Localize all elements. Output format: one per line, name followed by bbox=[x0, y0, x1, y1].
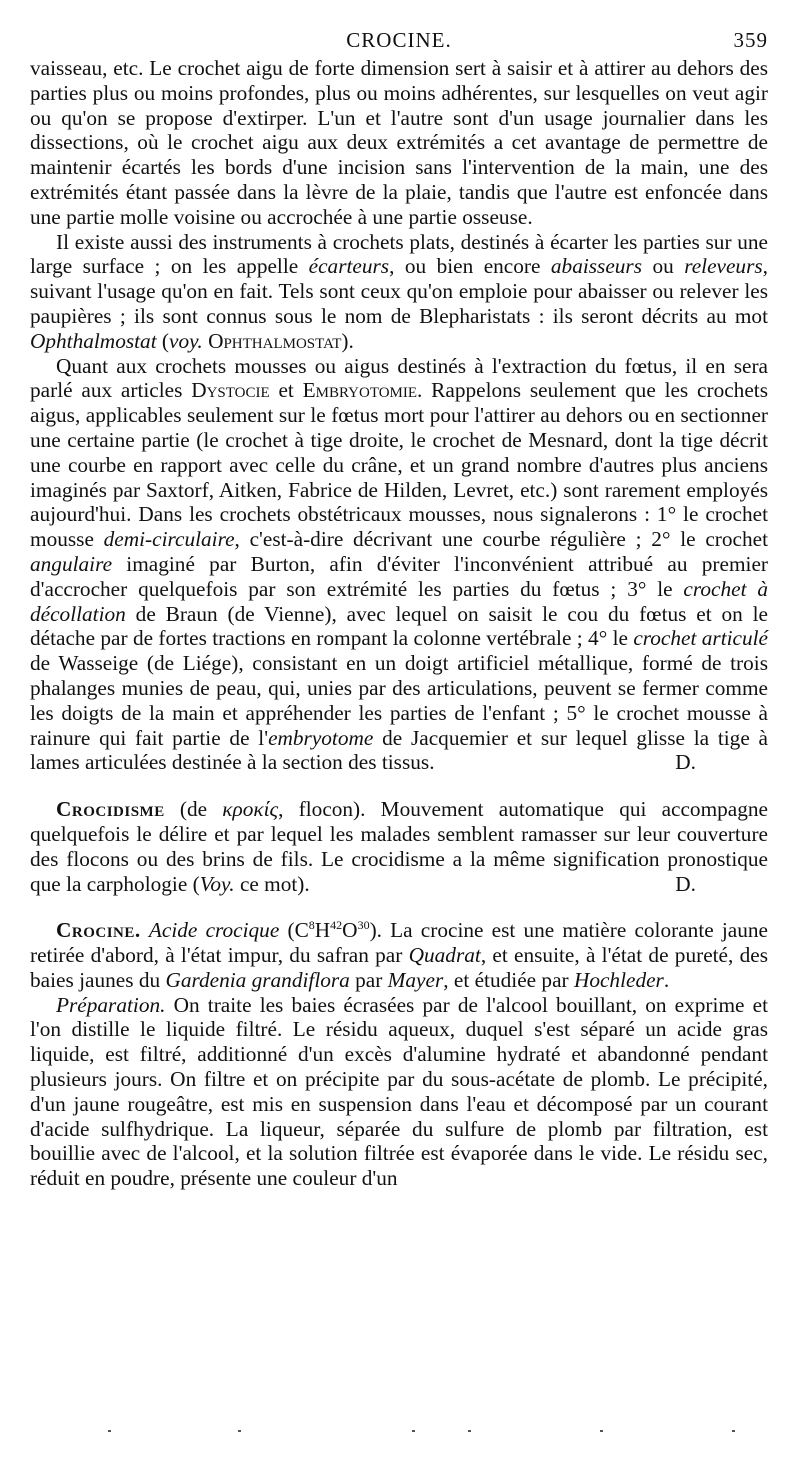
bottom-print-marks bbox=[80, 1430, 740, 1434]
paragraph-obstetric-hooks: Quant aux crochets mousses ou aigus destinés à l'extraction du fœtus, il en sera parlé aux articles Dystocie et Embryotomie. Rappelons seulement que les crochets aigus, applicables seulement sur le fœtus mort pour l'attirer au dehors ou en sectionner une certaine partie (le crochet à tige droite, le crochet de Mesnard, dont la tige décrit une courbe en rapport avec celle du crâne, et un grand nombre d'autres plus anciens imaginés par Saxtorf, Aitken, Fabrice de Hilden, Levret, etc.) sont rarement employés aujourd'hui. Dans les crochets obstétricaux mousses, nous signalerons : 1° le crochet mousse demi-circulaire, c'est-à-dire décrivant une courbe régulière ; 2° le crochet angulaire imaginé par Burton, afin d'éviter l'inconvénient attribué au premier d'accrocher quelquefois par son extrémité les parties du fœtus ; 3° le crochet à décollation de Braun (de Vienne), avec lequel on saisit le cou du fœtus et on le détache par de fortes tractions en rompant la colonne vertébrale ; 4° le crochet articulé de Wasseige (de Liége), consistant en un doigt artificiel métallique, formé de trois phalanges munies de peau, qui, unies par des articulations, peuvent se fermer comme les doigts de la main et appréhender les parties de l'enfant ; 5° le crochet mousse à rainure qui fait partie de l'embryotome de Jacquemier et sur lequel glisse la tige à lames articulées destinée à la section des tissus. D. bbox=[30, 353, 769, 775]
paragraph-hooks-usage: vaisseau, etc. Le crochet aigu de forte dimension sert à saisir et à attirer au dehors des parties plus ou moins profondes, plus ou moins adhérentes, sur lesquelles on veut agir ou qu'on se propose d'extirper. L'un et l'autre sont d'un usage journalier dans les dissections, où le crochet aigu aux deux extrémités a cet avantage de permettre de maintenir écartés les bords d'une incision sans l'intervention de la main, une des extrémités étant passée dans la lèvre de la plaie, tandis que l'autre est enfoncée dans une partie molle voisine ou accrochée à une partie osseuse. bbox=[30, 56, 768, 229]
entry-crocine: Crocine. Acide crocique $(C^8H^{42}O^{30})$. La crocine est une matière colorante jaune retirée d'abord, à l'état impur, du safran par Quadrat, et ensuite, à l'état de pureté, des baies jaunes du Gardenia grandiflora par Mayer, et étudiée par Hochleder. bbox=[30, 918, 768, 992]
headword-crocidisme: Crocidisme bbox=[56, 797, 165, 822]
paragraph-flat-hooks: Il existe aussi des instruments à crochets plats, destinés à écarter les parties sur une large surface ; on les appelle écarteurs, ou bien encore abaisseurs ou releveurs, suivant l'usage qu'on en fait. Tels sont ceux qu'on emploie pour abaisser ou relever les paupières ; ils sont connus sous le nom de Blepharistats : ils seront décrits au mot Ophthalmostat (voy. Ophthalmostat). bbox=[30, 229, 768, 353]
author-signature: D. bbox=[675, 871, 696, 896]
entry-crocidisme: Crocidisme (de κροκίς, flocon). Mouvement automatique qui accompagne quelquefois le délire et par lequel les malades semblent ramasser sur leur couverture des flocons ou des brins de fils. Le crocidisme a la même signification pronostique que la carphologie (Voy. ce mot). D. bbox=[30, 797, 768, 896]
page-number: 359 bbox=[733, 28, 768, 52]
running-title: CROCINE. bbox=[346, 28, 452, 52]
paragraph-preparation: Préparation. On traite les baies écrasées par de l'alcool bouillant, on exprime et l'on distille le liquide filtré. Le résidu aqueux, duquel s'est séparé un acide gras liquide, est filtré, additionné d'un excès d'alumine hydraté et abandonné pendant plusieurs jours. On filtre et on précipite par du sous-acétate de plomb. Le précipité, d'un jaune rougeâtre, est mis en suspension dans l'eau et décomposé par un courant d'acide sulfhydrique. La liqueur, séparée du sulfure de plomb par filtration, est bouillie avec de l'alcool, et la solution filtrée est évaporée dans le vide. Le résidu sec, réduit en poudre, présente une couleur d'un bbox=[30, 992, 768, 1191]
headword-crocine: Crocine. bbox=[56, 918, 141, 943]
running-head bbox=[30, 28, 768, 56]
page-body bbox=[30, 28, 768, 1191]
author-signature: D. bbox=[675, 750, 696, 775]
